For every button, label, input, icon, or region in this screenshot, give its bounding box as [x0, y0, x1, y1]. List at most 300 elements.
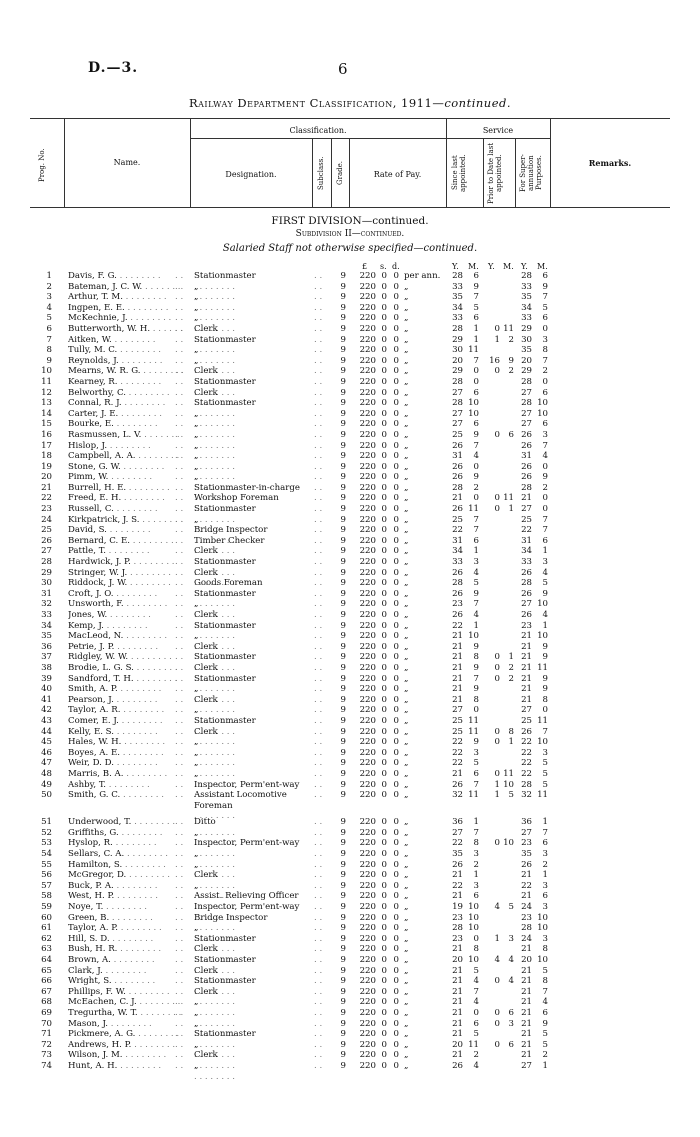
cell-name: Taylor, A. R. . . .: [68, 705, 183, 716]
cell-rate-period: „: [404, 768, 409, 779]
cell-super-years: 24: [521, 933, 532, 944]
leader-dots: . .: [175, 684, 184, 695]
leader-dots: . .: [314, 1018, 323, 1029]
cell-name: Ridgley, W. W. . . .: [68, 652, 183, 663]
cell-rate-pence: 0: [393, 610, 399, 620]
table-row: [0, 398, 700, 409]
leader-dots: . .: [175, 504, 184, 515]
cell-super-years: 28: [521, 578, 532, 589]
leader-dots: . .: [175, 525, 184, 536]
leader-dots: . .: [314, 387, 323, 398]
rate-of-pay-header: Rate of Pay.: [373, 170, 422, 179]
cell-rate-shillings: 0: [381, 758, 387, 769]
cell-name: Hislop, J. . . .: [68, 441, 183, 452]
cell-super-years: 26: [521, 472, 532, 483]
cell-super-years: 27: [521, 1060, 532, 1071]
cell-rate-pence: 0: [393, 461, 399, 472]
table-row: [0, 838, 700, 849]
leader-dots: . .: [175, 694, 184, 705]
cell-prog-no: 34: [41, 620, 52, 631]
cell-rate-shillings: 0: [381, 419, 387, 430]
cell-rate-pounds: 220: [359, 345, 376, 356]
cell-super-years: 27: [521, 419, 532, 430]
cell-prog-no: 55: [41, 859, 52, 870]
cell-rate-period: „: [404, 997, 409, 1008]
cell-since-last-months: 6: [473, 313, 479, 324]
cell-super-months: 7: [542, 355, 548, 366]
table-row: [0, 493, 700, 504]
cell-rate-period: „: [404, 631, 409, 642]
cell-name: Kemp, J. . . .: [68, 621, 183, 632]
cell-super-months: 5: [542, 779, 548, 790]
cell-prog-no: 41: [41, 694, 52, 705]
cell-super-months: 10: [537, 398, 548, 409]
cell-rate-pounds: 220: [359, 631, 376, 642]
cell-prog-no: 12: [41, 387, 52, 398]
cell-name: Sandford, T. H. . . .: [68, 674, 183, 685]
cell-super-years: 35: [521, 345, 532, 356]
cell-super-months: 5: [542, 768, 548, 779]
cell-rate-period: „: [404, 610, 409, 620]
cell-since-last-months: 6: [473, 535, 479, 546]
cell-rate-shillings: 0: [381, 599, 387, 610]
cell-since-last-years: 21: [452, 694, 463, 705]
cell-prog-no: 68: [41, 997, 52, 1008]
cell-prog-no: 36: [41, 641, 52, 652]
leader-dots: . .: [314, 408, 323, 419]
cell-rate-pounds: 220: [359, 599, 376, 610]
cell-name: Mearns, W. R. G. . . .: [68, 366, 183, 377]
leader-dots: . .: [314, 281, 323, 292]
grade-header: Grade.: [336, 161, 344, 185]
cell-rate-pence: 0: [393, 398, 399, 409]
cell-prior-years: 0: [494, 768, 500, 779]
cell-prior-years: 4: [494, 902, 500, 913]
cell-super-months: 6: [542, 891, 548, 902]
cell-grade: 9: [340, 620, 346, 631]
cell-prog-no: 2: [46, 281, 52, 292]
table-row: [0, 966, 700, 977]
designation-text: „: [194, 737, 199, 748]
cell-grade: 9: [340, 641, 346, 652]
unit-y3: Y.: [521, 262, 528, 271]
cell-name: McGregor, D. . . .: [68, 870, 183, 881]
designation-text: Stationmaster: [194, 955, 256, 965]
cell-name: Ashby, T. . . .: [68, 780, 183, 791]
designation-text: Clerk: [194, 567, 218, 578]
leader-dots: . .: [175, 715, 184, 726]
cell-prog-no: 18: [41, 451, 52, 462]
cell-prior-years: 0: [494, 838, 500, 849]
cell-prior-months: 10: [503, 779, 514, 790]
leader-dots: . .: [314, 849, 323, 860]
cell-rate-shillings: 0: [381, 514, 387, 525]
cell-since-last-months: 10: [468, 912, 479, 923]
cell-rate-pence: 0: [393, 440, 399, 451]
cell-since-last-months: 11: [468, 504, 479, 515]
cell-since-last-years: 21: [452, 997, 463, 1008]
cell-rate-pence: 0: [393, 838, 399, 849]
cell-super-months: 11: [537, 662, 548, 673]
cell-since-last-months: 9: [473, 429, 479, 440]
cell-super-years: 21: [521, 493, 532, 504]
cell-rate-pence: 0: [393, 997, 399, 1008]
cell-since-last-years: 21: [452, 986, 463, 997]
cell-rate-pence: 0: [393, 376, 399, 387]
cell-since-last-years: 30: [452, 345, 463, 356]
leader-dots: . .: [314, 620, 323, 631]
cell-super-months: 8: [542, 944, 548, 955]
cell-rate-shillings: 0: [381, 271, 387, 281]
cell-prog-no: 9: [46, 355, 52, 366]
cell-since-last-months: 9: [473, 588, 479, 599]
cell-since-last-months: 7: [473, 986, 479, 997]
cell-rate-pence: 0: [393, 902, 399, 913]
cell-since-last-months: 4: [473, 451, 479, 462]
cell-rate-pence: 0: [393, 694, 399, 705]
cell-rate-pence: 0: [393, 620, 399, 631]
cell-prog-no: 73: [41, 1050, 52, 1061]
cell-rate-shillings: 0: [381, 652, 387, 663]
table-row: [0, 1061, 700, 1072]
cell-name: Belworthy, C. . . .: [68, 388, 183, 399]
cell-rate-shillings: 0: [381, 313, 387, 324]
service-header: Service: [482, 126, 514, 135]
cell-rate-pence: 0: [393, 976, 399, 987]
cell-since-last-years: 27: [452, 419, 463, 430]
cell-rate-period: „: [404, 955, 409, 965]
leader-dots: . .: [175, 472, 184, 483]
cell-grade: 9: [340, 997, 346, 1008]
cell-name: Campbell, A. A. . . .: [68, 451, 183, 462]
classification-header: Classification.: [289, 126, 347, 135]
cell-super-years: 33: [521, 557, 532, 568]
cell-rate-period: „: [404, 408, 409, 419]
cell-prior-years: 0: [494, 737, 500, 748]
cell-grade: 9: [340, 870, 346, 881]
cell-super-years: 21: [521, 1007, 532, 1018]
cell-rate-period: „: [404, 599, 409, 610]
leader-dots: . .: [175, 955, 184, 965]
cell-rate-pence: 0: [393, 880, 399, 891]
leader-dots: . .: [314, 997, 323, 1008]
cell-rate-pence: 0: [393, 673, 399, 684]
table-row: [0, 356, 700, 367]
leader-dots: . .: [175, 419, 184, 430]
cell-grade: 9: [340, 933, 346, 944]
cell-rate-pounds: 220: [359, 323, 376, 334]
cell-prior-months: 2: [508, 673, 514, 684]
leader-dots: . .: [175, 429, 184, 440]
leader-dots: . .: [175, 281, 184, 292]
cell-rate-shillings: 0: [381, 578, 387, 589]
cell-rate-period: „: [404, 838, 409, 849]
table-row: [0, 303, 700, 314]
leader-dots: . .: [175, 1029, 184, 1040]
cell-rate-pounds: 220: [359, 684, 376, 695]
cell-prior-months: 11: [503, 493, 514, 504]
table-row: [0, 684, 700, 695]
cell-prog-no: 56: [41, 870, 52, 881]
designation-text: Inspector, Perm'ent-way: [194, 779, 300, 790]
leader-dots: . .: [175, 567, 184, 578]
cell-rate-shillings: 0: [381, 1007, 387, 1018]
leader-dots: . .: [175, 1018, 184, 1029]
leader-dots: . .: [175, 859, 184, 870]
cell-rate-period: „: [404, 944, 409, 955]
cell-grade: 9: [340, 557, 346, 568]
cell-prog-no: 66: [41, 976, 52, 987]
cell-since-last-months: 10: [468, 902, 479, 913]
page-title: [0, 96, 700, 110]
leader-dots: . .: [314, 1039, 323, 1050]
leader-dots: . .: [314, 652, 323, 663]
cell-super-months: 9: [542, 673, 548, 684]
cell-super-years: 30: [521, 334, 532, 345]
designation-text: Clerk: [194, 944, 218, 955]
leader-dots: . .: [314, 271, 323, 281]
cell-super-months: 2: [542, 859, 548, 870]
cell-rate-pounds: 220: [359, 849, 376, 860]
designation-text: „: [194, 461, 199, 472]
designation-text: „: [194, 631, 199, 642]
cell-grade: 9: [340, 747, 346, 758]
cell-since-last-months: 7: [473, 440, 479, 451]
cell-since-last-months: 5: [473, 1029, 479, 1040]
cell-prior-months: 9: [508, 355, 514, 366]
cell-rate-period: „: [404, 715, 409, 726]
cell-super-years: 22: [521, 747, 532, 758]
leader-dots: . .: [175, 398, 184, 409]
cell-grade: 9: [340, 1018, 346, 1029]
cell-since-last-years: 23: [452, 933, 463, 944]
cell-name: Riddock, J. W. . . .: [68, 578, 183, 589]
cell-rate-pounds: 220: [359, 986, 376, 997]
leader-dots: . .: [314, 376, 323, 387]
cell-rate-pounds: 220: [359, 779, 376, 790]
cell-super-months: 7: [542, 986, 548, 997]
designation-text: „: [194, 355, 199, 366]
cell-since-last-months: 4: [473, 610, 479, 620]
cell-rate-pounds: 220: [359, 546, 376, 557]
cell-since-last-years: 29: [452, 366, 463, 377]
leader-dots: . .: [175, 726, 184, 737]
designation-text: Ditto: [194, 817, 216, 828]
cell-since-last-years: 31: [452, 535, 463, 546]
cell-since-last-months: 9: [473, 684, 479, 695]
cell-super-years: 21: [521, 997, 532, 1008]
designation-text: Goods Foreman: [194, 578, 263, 589]
cell-rate-period: „: [404, 398, 409, 409]
cell-super-months: 4: [542, 451, 548, 462]
cell-rate-shillings: 0: [381, 641, 387, 652]
cell-rate-period: „: [404, 986, 409, 997]
cell-grade: 9: [340, 891, 346, 902]
cell-rate-shillings: 0: [381, 376, 387, 387]
cell-super-months: 3: [542, 933, 548, 944]
cell-super-years: 29: [521, 366, 532, 377]
cell-rate-pence: 0: [393, 641, 399, 652]
cell-since-last-years: 22: [452, 880, 463, 891]
cell-rate-shillings: 0: [381, 323, 387, 334]
leader-dots: . .: [314, 715, 323, 726]
cell-prog-no: 58: [41, 891, 52, 902]
cell-since-last-years: 26: [452, 1060, 463, 1071]
cell-rate-pence: 0: [393, 334, 399, 345]
unit-m1: M.: [468, 262, 479, 271]
leader-dots: . .: [314, 880, 323, 891]
cell-since-last-months: 0: [473, 376, 479, 387]
cell-rate-pounds: 220: [359, 1007, 376, 1018]
leader-dots: . .: [314, 535, 323, 546]
cell-since-last-years: 21: [452, 1050, 463, 1061]
cell-super-months: 6: [542, 387, 548, 398]
cell-rate-period: „: [404, 482, 409, 493]
cell-super-years: 28: [521, 482, 532, 493]
cell-since-last-years: 27: [452, 408, 463, 419]
cell-grade: 9: [340, 726, 346, 737]
leader-dots: . .: [314, 557, 323, 568]
cell-rate-pence: 0: [393, 827, 399, 838]
cell-rate-shillings: 0: [381, 737, 387, 748]
cell-grade: 9: [340, 419, 346, 430]
cell-super-years: 21: [521, 631, 532, 642]
cell-rate-pounds: 220: [359, 715, 376, 726]
cell-grade: 9: [340, 955, 346, 965]
designation-text: „: [194, 747, 199, 758]
cell-grade: 9: [340, 986, 346, 997]
cell-prog-no: 63: [41, 944, 52, 955]
cell-since-last-months: 3: [473, 880, 479, 891]
cell-grade: 9: [340, 715, 346, 726]
cell-since-last-months: 7: [473, 355, 479, 366]
cell-since-last-months: 11: [468, 1039, 479, 1050]
table-row: [0, 419, 700, 430]
page-id: D.—3.: [88, 60, 139, 76]
cell-super-months: 5: [542, 1029, 548, 1040]
cell-since-last-years: 21: [452, 891, 463, 902]
leader-dots: . .: [314, 366, 323, 377]
table-row: [0, 913, 700, 924]
cell-prior-months: 4: [508, 955, 514, 965]
table-row: [0, 483, 700, 494]
table-row: [0, 870, 700, 881]
cell-super-months: 10: [537, 737, 548, 748]
cell-super-months: 1: [542, 1060, 548, 1071]
leader-dots: . .: [175, 387, 184, 398]
table-row: [0, 790, 700, 811]
cell-super-months: 3: [542, 849, 548, 860]
leader-dots: . .: [175, 461, 184, 472]
cell-since-last-years: 27: [452, 827, 463, 838]
designation-text: Stationmaster: [194, 334, 256, 345]
cell-since-last-months: 0: [473, 933, 479, 944]
cell-name: Smith, A. P. . . .: [68, 684, 183, 695]
cell-prog-no: 11: [41, 376, 52, 387]
cell-rate-pounds: 220: [359, 376, 376, 387]
leader-dots: . .: [175, 366, 184, 377]
cell-prior-years: 0: [494, 1039, 500, 1050]
cell-rate-pounds: 220: [359, 535, 376, 546]
leader-dots: . .: [314, 419, 323, 430]
cell-super-years: 24: [521, 902, 532, 913]
cell-prior-years: 0: [494, 652, 500, 663]
table-row: [0, 997, 700, 1008]
cell-since-last-years: 22: [452, 758, 463, 769]
cell-prog-no: 21: [41, 482, 52, 493]
cell-rate-period: „: [404, 557, 409, 568]
cell-rate-shillings: 0: [381, 790, 387, 801]
superannuation-header: For Super-annuation Purposes.: [519, 154, 543, 192]
designation-text: „: [194, 1060, 199, 1071]
cell-since-last-months: 7: [473, 673, 479, 684]
cell-super-years: 23: [521, 912, 532, 923]
leader-dots: . .: [314, 662, 323, 673]
table-row: [0, 292, 700, 303]
cell-prog-no: 8: [46, 345, 52, 356]
cell-since-last-years: 22: [452, 620, 463, 631]
cell-rate-shillings: 0: [381, 451, 387, 462]
unit-y1: Y.: [452, 262, 459, 271]
cell-super-months: 10: [537, 912, 548, 923]
table-row: [0, 652, 700, 663]
cell-rate-period: „: [404, 514, 409, 525]
cell-since-last-months: 6: [473, 1018, 479, 1029]
cell-rate-pounds: 220: [359, 827, 376, 838]
cell-name: Andrews, H. P. . . .: [68, 1040, 183, 1051]
cell-rate-period: „: [404, 1029, 409, 1040]
cell-grade: 9: [340, 482, 346, 493]
cell-name: Aitken, W. . . .: [68, 335, 183, 346]
leader-dots: . .: [314, 955, 323, 965]
cell-rate-period: „: [404, 334, 409, 345]
cell-since-last-years: 21: [452, 870, 463, 881]
cell-prog-no: 5: [46, 313, 52, 324]
staff-heading-text: Salaried Staff not otherwise specified—continued.: [222, 243, 478, 254]
cell-super-years: 21: [521, 641, 532, 652]
table-row: [0, 366, 700, 377]
cell-name: Rasmussen, L. V. . . .: [68, 430, 183, 441]
cell-rate-shillings: 0: [381, 429, 387, 440]
cell-super-years: 22: [521, 758, 532, 769]
cell-rate-period: „: [404, 1007, 409, 1018]
cell-name: Jones, W. . . .: [68, 610, 183, 621]
cell-super-months: 2: [542, 1050, 548, 1061]
cell-grade: 9: [340, 662, 346, 673]
cell-super-months: 9: [542, 281, 548, 292]
cell-since-last-years: 25: [452, 726, 463, 737]
cell-prog-no: 44: [41, 726, 52, 737]
cell-rate-shillings: 0: [381, 472, 387, 483]
cell-rate-shillings: 0: [381, 567, 387, 578]
cell-since-last-months: 8: [473, 838, 479, 849]
cell-rate-pence: 0: [393, 1007, 399, 1018]
cell-rate-period: „: [404, 546, 409, 557]
leader-dots: . .: [314, 334, 323, 345]
designation-text: „: [194, 758, 199, 769]
cell-grade: 9: [340, 684, 346, 695]
header-top-rule: [30, 118, 670, 119]
cell-since-last-years: 28: [452, 578, 463, 589]
cell-since-last-months: 4: [473, 976, 479, 987]
cell-rate-pounds: 220: [359, 880, 376, 891]
cell-grade: 9: [340, 271, 346, 281]
cell-since-last-years: 22: [452, 737, 463, 748]
leader-dots: . .: [175, 779, 184, 790]
cell-super-months: 6: [542, 313, 548, 324]
cell-super-months: 3: [542, 334, 548, 345]
cell-rate-shillings: 0: [381, 859, 387, 870]
